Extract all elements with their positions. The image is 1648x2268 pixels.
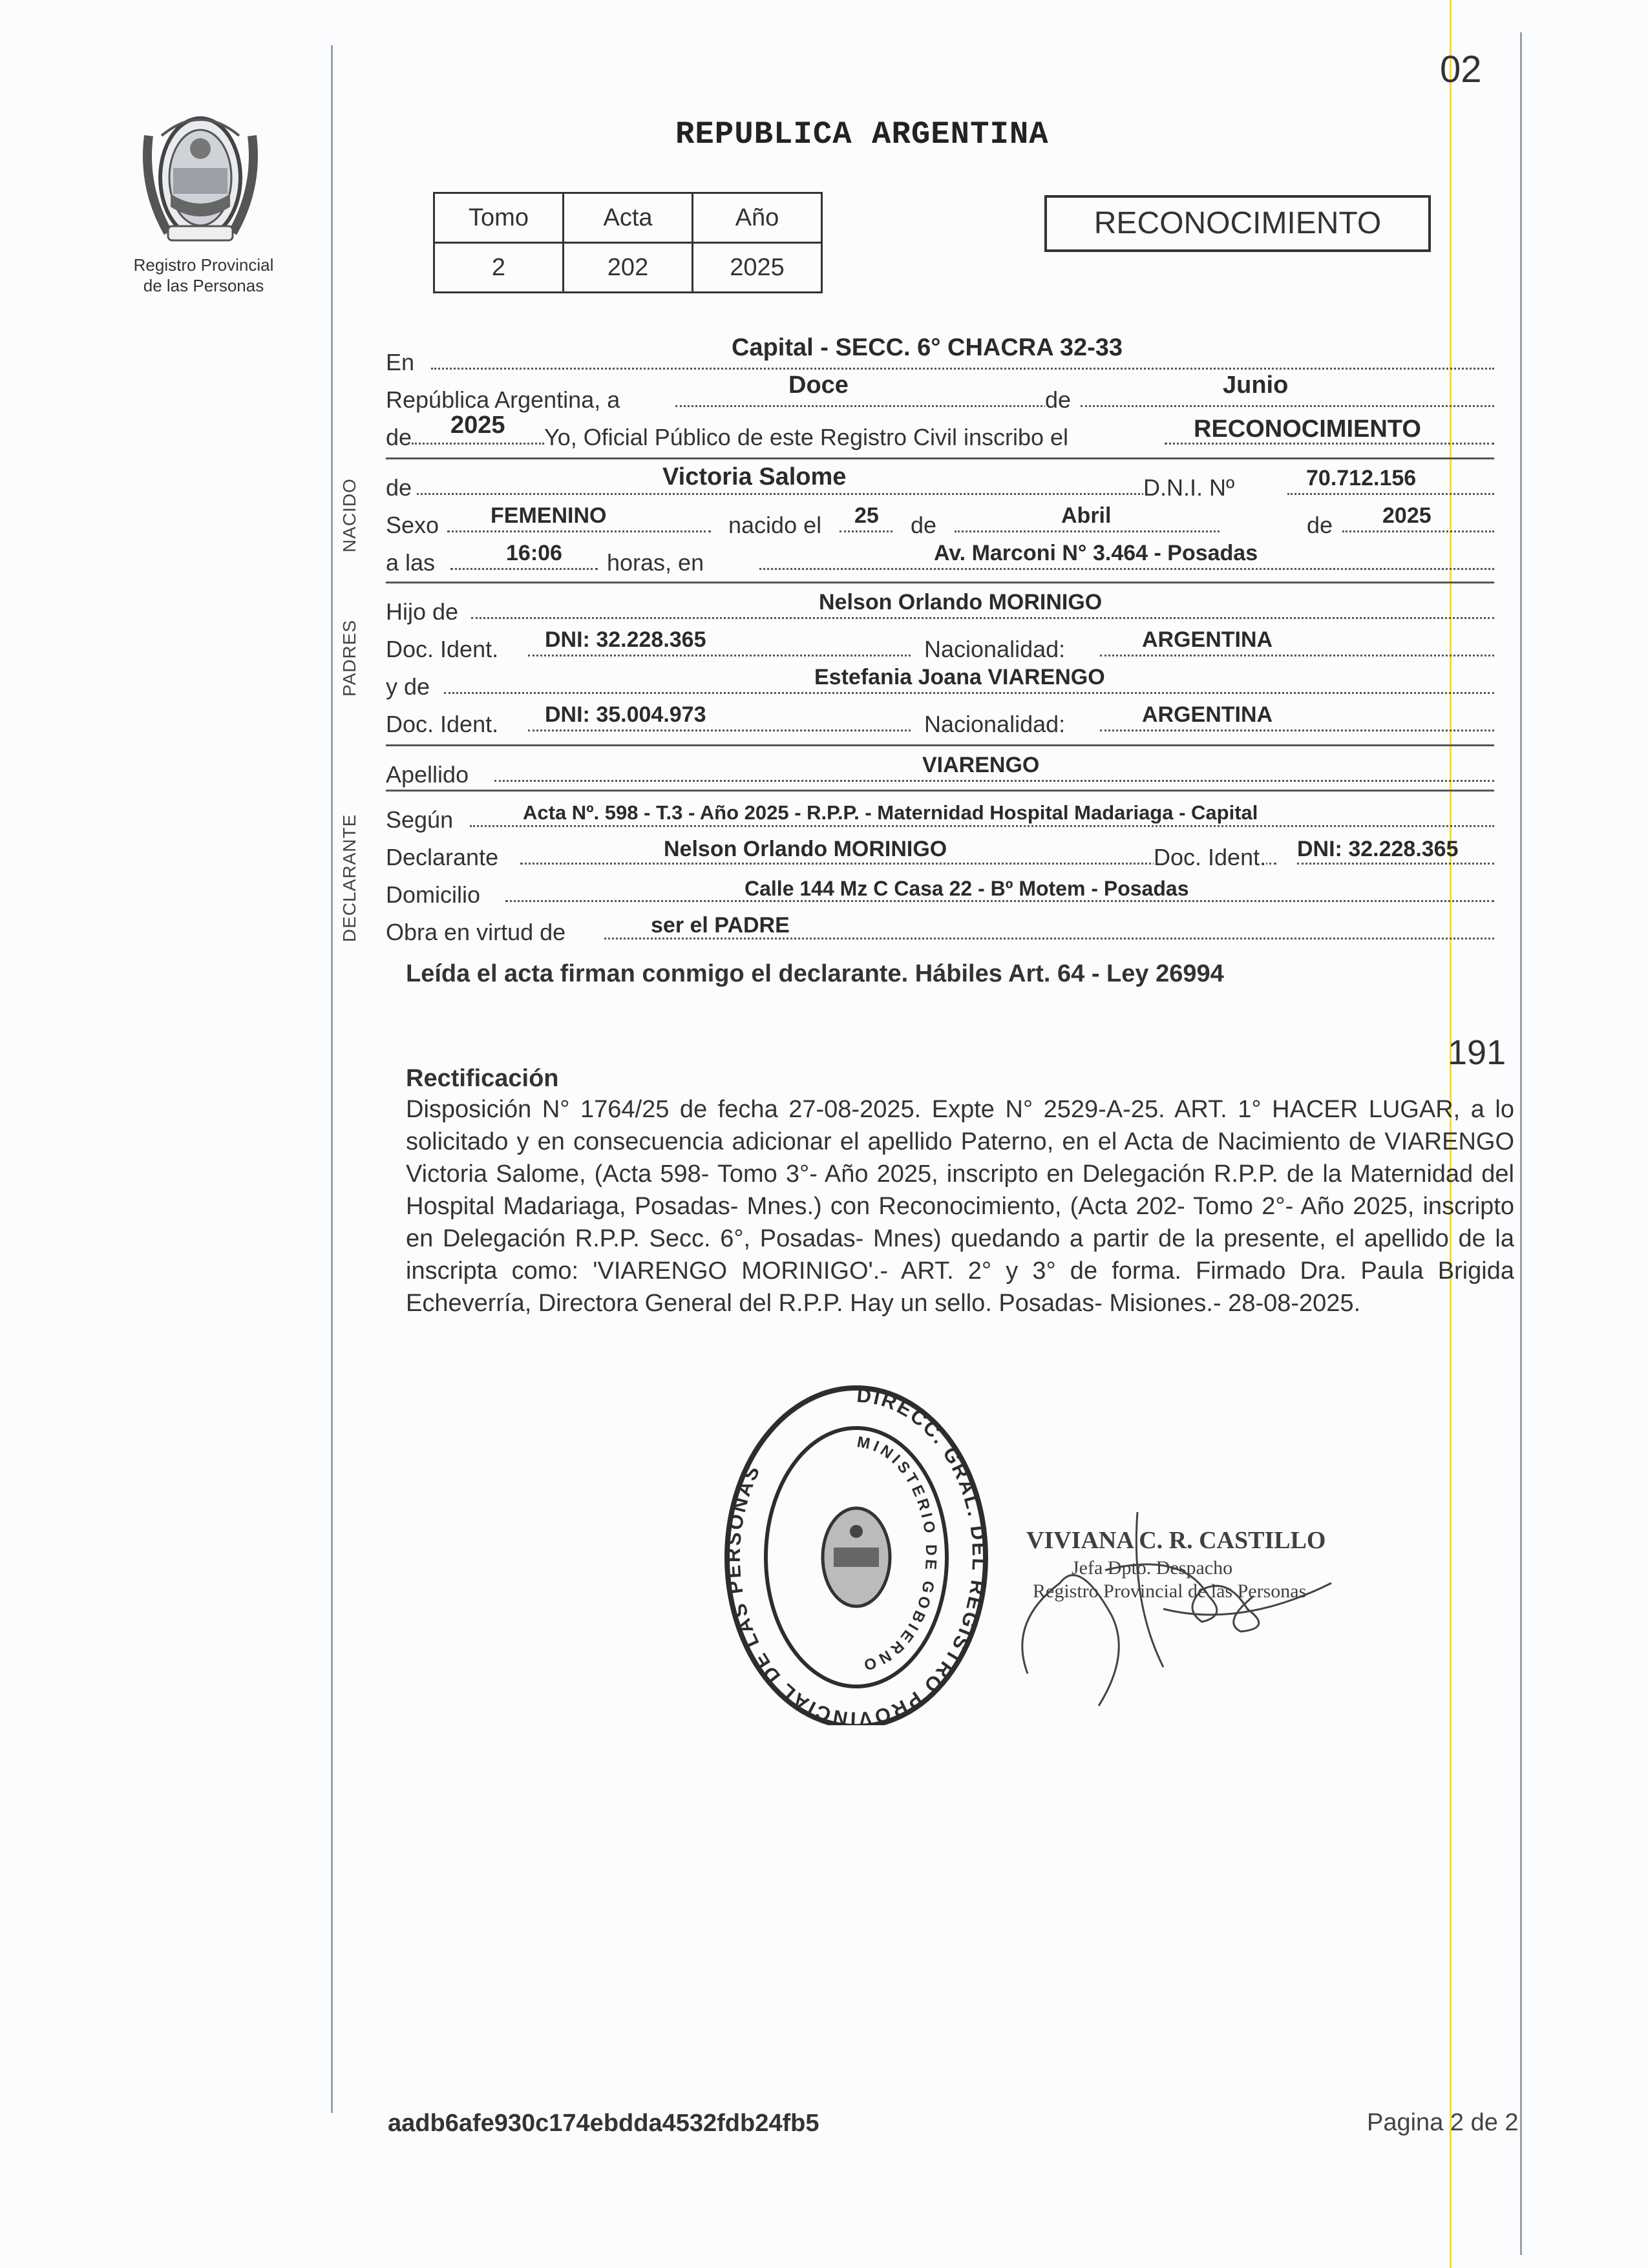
dotted-line <box>1100 655 1494 656</box>
section-separator <box>386 457 1494 459</box>
line-nombre <box>386 463 1494 501</box>
official-stamp <box>714 1376 998 1725</box>
page-indicator: Pagina 2 de 2 <box>1367 2109 1519 2136</box>
line-madre-doc <box>386 699 1494 738</box>
dotted-line <box>1287 493 1494 495</box>
act-type-box: RECONOCIMIENTO <box>1044 195 1431 252</box>
signatory-role: Jefa Dpto. Despacho <box>1072 1557 1233 1579</box>
section-label-declarante: DECLARANTE <box>339 814 359 942</box>
provincia-misiones-logo <box>123 97 278 252</box>
label-doc-ident: Doc. Ident. <box>386 711 499 737</box>
value-dia: Doce <box>788 372 849 399</box>
signatory-org: Registro Provincial de las Personas <box>1033 1580 1307 1602</box>
value-nac-mes: Abril <box>1061 503 1112 528</box>
dotted-line <box>431 368 1494 370</box>
section-separator <box>386 744 1494 746</box>
line-y-de <box>386 662 1494 700</box>
dotted-line <box>675 405 1066 407</box>
label-horas-en: horas, en <box>607 549 704 576</box>
line-inscripcion <box>386 412 1494 451</box>
value-mes: Junio <box>1223 372 1289 399</box>
dotted-line <box>470 825 1494 827</box>
value-padre: Nelson Orlando MORINIGO <box>819 590 1103 614</box>
stamp-outer-text: DIRECC. GRAL. DEL REGISTRO PROVINCIAL DE LAS PERSONAS <box>721 1383 991 1725</box>
dotted-line <box>528 655 911 656</box>
label-segun: Según <box>386 806 454 833</box>
label-de-anio: de <box>386 424 412 450</box>
dotted-line <box>450 568 598 570</box>
value-segun: Acta Nº. 598 - T.3 - Año 2025 - R.P.P. - Maternidad Hospital Madariaga - Capital <box>523 801 1258 824</box>
line-republica <box>386 372 1494 414</box>
label-obra: Obra en virtud de <box>386 919 566 945</box>
value-nac-dia: 25 <box>854 503 879 528</box>
section-label-nacido: NACIDO <box>339 478 359 552</box>
label-hijo-de: Hijo de <box>386 598 459 625</box>
label-nacionalidad: Nacionalidad: <box>924 711 1066 737</box>
line-padre-doc <box>386 624 1494 663</box>
dotted-line <box>759 568 1494 570</box>
header-acta: Acta <box>564 193 693 243</box>
value-dni: 70.712.156 <box>1306 466 1417 490</box>
value-inscripcion: RECONOCIMIENTO <box>1194 415 1421 443</box>
value-tomo: 2 <box>434 243 564 293</box>
value-apellido: VIARENGO <box>922 753 1040 777</box>
label-nacido-el: nacido el <box>728 512 822 538</box>
dotted-line <box>840 530 893 532</box>
value-padre-nac: ARGENTINA <box>1142 627 1273 652</box>
value-declarante-doc: DNI: 32.228.365 <box>1297 837 1459 861</box>
stamp-inner-text: MINISTERIO DE GOBIERNO <box>856 1433 940 1675</box>
label-doc-ident-declarante: Doc. Ident. <box>1154 844 1267 870</box>
registry-label-line1: Registro Provincial <box>133 255 274 275</box>
signatory-block <box>1026 1526 1326 1602</box>
value-lugar-nac: Av. Marconi N° 3.464 - Posadas <box>934 541 1258 565</box>
dotted-line <box>528 730 911 731</box>
header-anio: Año <box>693 193 822 243</box>
value-obra: ser el PADRE <box>651 913 790 938</box>
label-de-anio-nac: de <box>1307 512 1333 538</box>
label-apellido: Apellido <box>386 761 469 788</box>
value-acta: 202 <box>564 243 693 293</box>
dotted-line <box>494 780 1494 782</box>
value-domicilio: Calle 144 Mz C Casa 22 - Bº Motem - Posadas <box>745 877 1189 900</box>
value-madre: Estefania Joana VIARENGO <box>814 665 1105 689</box>
section-separator <box>386 582 1494 583</box>
registry-label <box>103 255 304 296</box>
line-hora <box>386 538 1494 576</box>
value-nombre: Victoria Salome <box>662 463 847 490</box>
dotted-line <box>417 493 1163 495</box>
label-doc-ident: Doc. Ident. <box>386 636 499 662</box>
label-dni: D.N.I. Nº <box>1143 474 1235 501</box>
section-separator <box>386 790 1494 792</box>
margin-number: 191 <box>1448 1033 1506 1072</box>
page-number-top: 02 <box>1440 48 1482 90</box>
label-y-de: y de <box>386 673 430 700</box>
dotted-line <box>471 617 1494 619</box>
signatory-name: VIVIANA C. R. CASTILLO <box>1026 1527 1326 1554</box>
line-sexo <box>386 500 1494 539</box>
value-madre-doc: DNI: 35.004.973 <box>545 702 706 727</box>
rectificacion-body: Disposición N° 1764/25 de fecha 27-08-2025. Expte N° 2529-A-25. ART. 1° HACER LUGAR, a lo solicitado y en consecuencia adicionar el apellido Paterno, en el Acta de Nacimiento de VIARENGO Victoria Salome, (Acta 598- Tomo 3°- Año 2025, inscripto en Delegación R.P.P. de la Maternidad del Hospital Madariaga, Posadas- Mnes.) con Reconocimiento, (Acta 202- Tomo 2°- Año 2025, inscripto en Delegación R.P.P. Secc. 6°, Posadas- Mnes) quedando a partir de la presente, el apellido de la inscripta como: 'VIARENGO MORINIGO'.- ART. 2° y 3° de forma. Firmado Dra. Paula Brigida Echeverría, Directora General del R.P.P. Hay un sello. Posadas- Misiones.- 28-08-2025. <box>406 1096 1514 1317</box>
dotted-line <box>1081 405 1494 407</box>
line-domicilio <box>386 870 1494 908</box>
line-segun <box>386 795 1494 834</box>
label-de-mes: de <box>911 512 937 538</box>
dotted-line <box>1297 863 1494 865</box>
label-en: En <box>386 349 415 375</box>
dotted-line <box>955 530 1220 532</box>
dotted-line <box>1342 530 1494 532</box>
label-sexo: Sexo <box>386 512 439 538</box>
leida-statement: Leída el acta firman conmigo el declarante. Hábiles Art. 64 - Ley 26994 <box>406 960 1224 987</box>
line-en <box>386 334 1494 376</box>
line-hijo-de <box>386 587 1494 625</box>
record-table-header-row <box>434 193 822 243</box>
section-label-padres: PADRES <box>339 619 359 697</box>
rectificacion-title: Rectificación <box>406 1065 559 1092</box>
dotted-line <box>447 530 711 532</box>
dotted-line <box>412 443 544 445</box>
label-declarante: Declarante <box>386 844 499 870</box>
registry-label-line2: de las Personas <box>143 276 264 295</box>
label-republica: República Argentina, a <box>386 386 620 413</box>
value-anio: 2025 <box>450 412 505 439</box>
record-table <box>433 192 823 293</box>
document-hash: aadb6afe930c174ebdda4532fdb24fb5 <box>388 2110 819 2137</box>
value-hora: 16:06 <box>506 541 562 565</box>
value-lugar: Capital - SECC. 6° CHACRA 32-33 <box>732 334 1123 361</box>
dotted-line <box>444 692 1494 694</box>
label-de: de <box>1045 386 1072 413</box>
label-domicilio: Domicilio <box>386 881 481 908</box>
dotted-line <box>1100 730 1494 731</box>
header-tomo: Tomo <box>434 193 564 243</box>
left-border-line <box>331 45 333 2113</box>
line-declarante <box>386 832 1494 871</box>
line-apellido <box>386 750 1494 788</box>
value-nac-anio: 2025 <box>1382 503 1431 528</box>
right-border-line <box>1520 32 1522 2255</box>
value-anio: 2025 <box>693 243 822 293</box>
value-sexo: FEMENINO <box>491 503 607 528</box>
value-padre-doc: DNI: 32.228.365 <box>545 627 706 652</box>
label-yo: Yo, Oficial Público de este Registro Civil inscribo el <box>544 424 1069 450</box>
record-table-value-row <box>434 243 822 293</box>
line-obra <box>386 907 1494 946</box>
value-declarante: Nelson Orlando MORINIGO <box>664 837 947 861</box>
label-de-nombre: de <box>386 474 412 501</box>
label-a-las: a las <box>386 549 436 576</box>
page-title: REPUBLICA ARGENTINA <box>675 116 1049 152</box>
value-madre-nac: ARGENTINA <box>1142 702 1273 727</box>
label-nacionalidad: Nacionalidad: <box>924 636 1066 662</box>
